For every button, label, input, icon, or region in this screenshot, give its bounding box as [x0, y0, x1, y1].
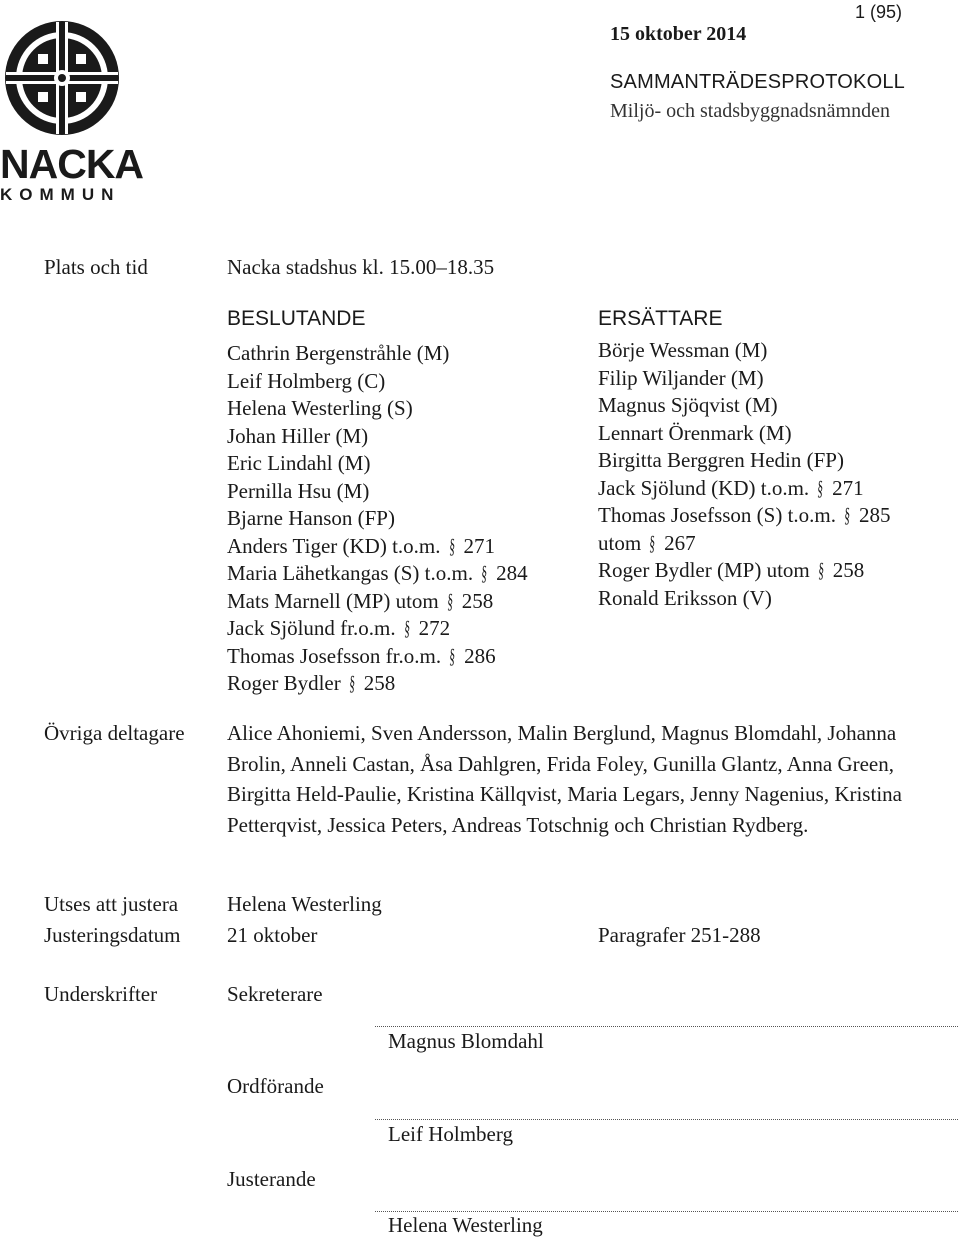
substitute-item: Filip Wiljander (M) [598, 365, 764, 390]
others-text: Alice Ahoniemi, Sven Andersson, Malin Berglund, Magnus Blomdahl, Johanna Brolin, Anneli Castan, Åsa Dahlgren, Frida Foley, Gunilla Glantz, Anna Green, Birgitta Held-Paulie, Kristina Källqvist, Maria Legars, Jenny Nagenius, Kristina Petterqvist, Jessica Peters, Andreas Totschnig och Christian Rydberg. [227, 721, 902, 837]
nacka-kommun-logo [0, 18, 144, 204]
member-item: Leif Holmberg (C) [227, 368, 386, 393]
nacka-emblem-icon [0, 18, 124, 140]
member-item: Eric Lindahl (M) [227, 451, 371, 475]
signature-line [375, 1211, 958, 1212]
paragraph-sign: § [449, 643, 457, 668]
substitute-item: Thomas Josefsson (S) t.o.m. § 285 [598, 502, 891, 530]
secretary-label: Sekreterare [227, 982, 323, 1006]
member-item: Thomas Josefsson fr.o.m. § 286 [227, 643, 528, 671]
member-item: Mats Marnell (MP) utom § 258 [227, 588, 528, 616]
member-item: Helena Westerling (S) [227, 396, 413, 420]
place-label: Plats och tid [44, 255, 148, 279]
paragraph-range: Paragrafer 251-288 [598, 923, 761, 947]
substitute-item: Magnus Sjöqvist (M) [598, 393, 778, 417]
adjust-date-value: 21 oktober [227, 923, 318, 947]
chair-label: Ordförande [227, 1074, 324, 1098]
member-item: Cathrin Bergenstråhle (M) [227, 341, 450, 365]
substitute-item: Börje Wessman (M) [598, 338, 768, 362]
page-number: 1 (95) [855, 2, 903, 22]
adjuster-label: Utses att justera [44, 892, 179, 916]
chair-name: Leif Holmberg [388, 1122, 513, 1146]
adjuster-value: Helena Westerling [227, 892, 382, 916]
paragraph-sign: § [649, 530, 657, 555]
paragraph-sign: § [481, 561, 489, 585]
adjust-date-label: Justeringsdatum [44, 923, 181, 947]
members-heading: BESLUTANDE [227, 307, 366, 330]
member-item: Bjarne Hanson (FP) [227, 506, 395, 530]
adjuster-name: Helena Westerling [388, 1213, 543, 1237]
paragraph-sign: § [817, 475, 825, 500]
adjuster-signature-label: Justerande [227, 1167, 316, 1191]
member-item: Anders Tiger (KD) t.o.m. § 271 [227, 533, 528, 561]
member-item: Johan Hiller (M) [227, 423, 369, 448]
logo-wordmark: NACKA [0, 141, 144, 187]
logo-subtitle: KOMMUN [0, 185, 121, 204]
paragraph-sign: § [843, 503, 852, 527]
paragraph-sign: § [403, 616, 411, 640]
secretary-name: Magnus Blomdahl [388, 1029, 544, 1053]
substitute-item: utom § 267 [598, 530, 891, 558]
members-list [227, 340, 528, 698]
signature-line [375, 1119, 958, 1120]
member-item: Maria Lähetkangas (S) t.o.m. § 284 [227, 560, 528, 588]
substitute-item: Lennart Örenmark (M) [598, 420, 792, 445]
paragraph-sign: § [448, 533, 456, 558]
member-item: Jack Sjölund fr.o.m. § 272 [227, 615, 528, 643]
substitutes-list [598, 337, 891, 612]
paragraph-sign: § [446, 588, 454, 613]
document-type: SAMMANTRÄDESPROTOKOLL [610, 71, 906, 93]
signature-line [375, 1026, 958, 1027]
substitutes-heading: ERSÄTTARE [598, 307, 723, 330]
document-date: 15 oktober 2014 [610, 23, 747, 45]
signatures-label: Underskrifter [44, 982, 158, 1006]
place-value: Nacka stadshus kl. 15.00–18.35 [227, 255, 495, 279]
member-item: Roger Bydler § 258 [227, 670, 528, 698]
substitute-item: Roger Bydler (MP) utom § 258 [598, 557, 891, 585]
paragraph-sign: § [817, 558, 825, 582]
board-name: Miljö- och stadsbyggnadsnämnden [610, 100, 890, 122]
substitute-item: Ronald Eriksson (V) [598, 585, 772, 610]
substitute-item: Jack Sjölund (KD) t.o.m. § 271 [598, 475, 891, 503]
paragraph-sign: § [348, 671, 356, 695]
others-label: Övriga deltagare [44, 721, 185, 745]
substitute-item: Birgitta Berggren Hedin (FP) [598, 448, 844, 472]
member-item: Pernilla Hsu (M) [227, 478, 370, 503]
